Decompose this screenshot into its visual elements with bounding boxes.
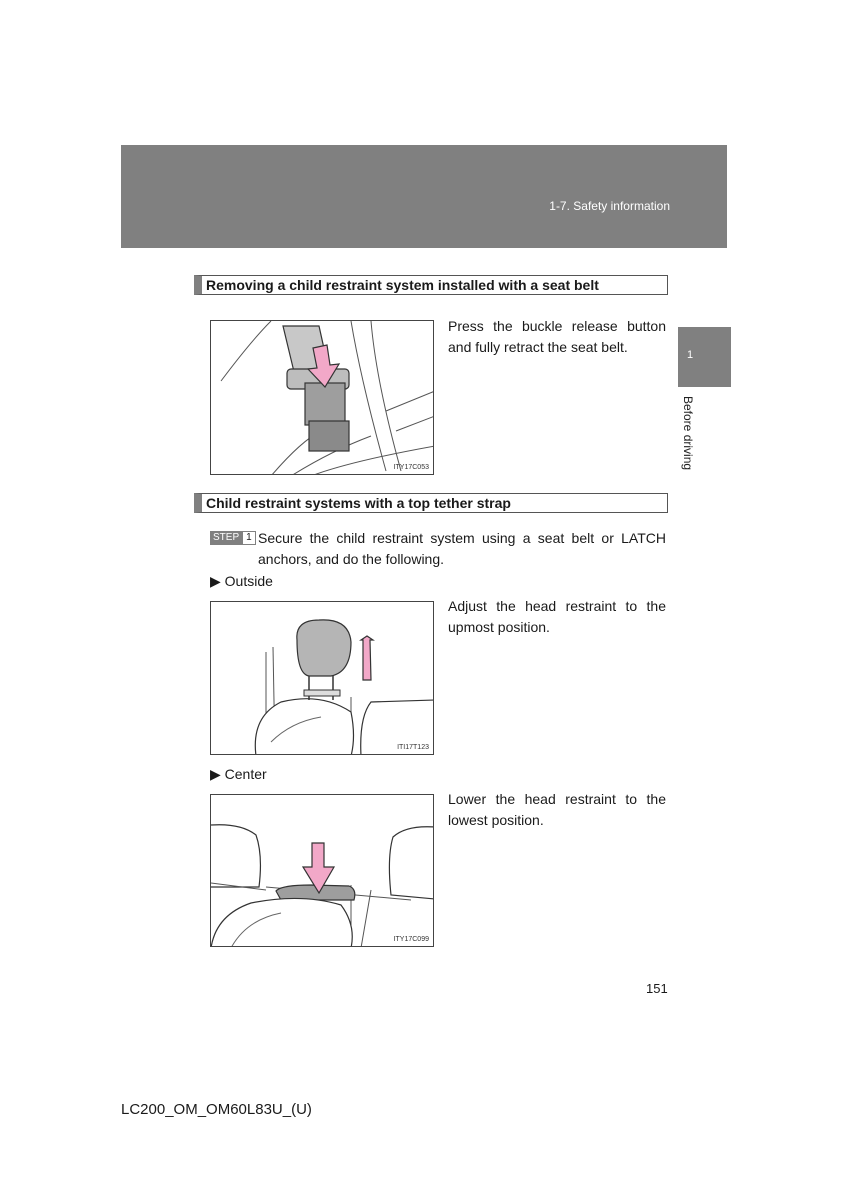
section-title: 1-7. Safety information <box>549 199 670 213</box>
chapter-number: 1 <box>687 349 694 361</box>
step-text: Secure the child restraint system using a seat belt or LATCH anchors, and do the following. <box>258 530 666 567</box>
chapter-tab[interactable] <box>678 327 731 387</box>
instruction-text-center: Lower the head restraint to the lowest position. <box>448 791 666 828</box>
figure-head-restraint-down <box>210 794 434 947</box>
page-number: 151 <box>646 981 668 996</box>
step-number: 1 <box>242 531 256 545</box>
figure-code: ITY17C053 <box>393 464 429 471</box>
section-heading-top-tether: Child restraint systems with a top tether strap <box>194 493 668 513</box>
header-band <box>121 145 727 248</box>
up-arrow-icon <box>361 636 373 680</box>
chapter-label: Before driving <box>681 396 695 471</box>
document-code: LC200_OM_OM60L83U_(U) <box>121 1101 312 1118</box>
instruction-text-removing: Press the buckle release button and fully retract the seat belt. <box>448 318 666 355</box>
section-heading-removing: Removing a child restraint system installed with a seat belt <box>194 275 668 295</box>
figure-head-restraint-up <box>210 601 434 755</box>
head-restraint-up-illustration <box>211 602 434 755</box>
instruction-text-outside: Adjust the head restraint to the upmost position. <box>448 598 666 635</box>
center-label: ▶ Center <box>210 766 267 782</box>
figure-code: ITY17C099 <box>393 936 429 943</box>
buckle-illustration <box>211 321 434 475</box>
outside-label: ▶ Outside <box>210 573 273 589</box>
step-label: STEP <box>210 531 242 545</box>
figure-buckle-release <box>210 320 434 475</box>
head-restraint-down-illustration <box>211 795 434 947</box>
step-badge <box>210 531 256 545</box>
figure-code: ITI17T123 <box>397 744 429 751</box>
